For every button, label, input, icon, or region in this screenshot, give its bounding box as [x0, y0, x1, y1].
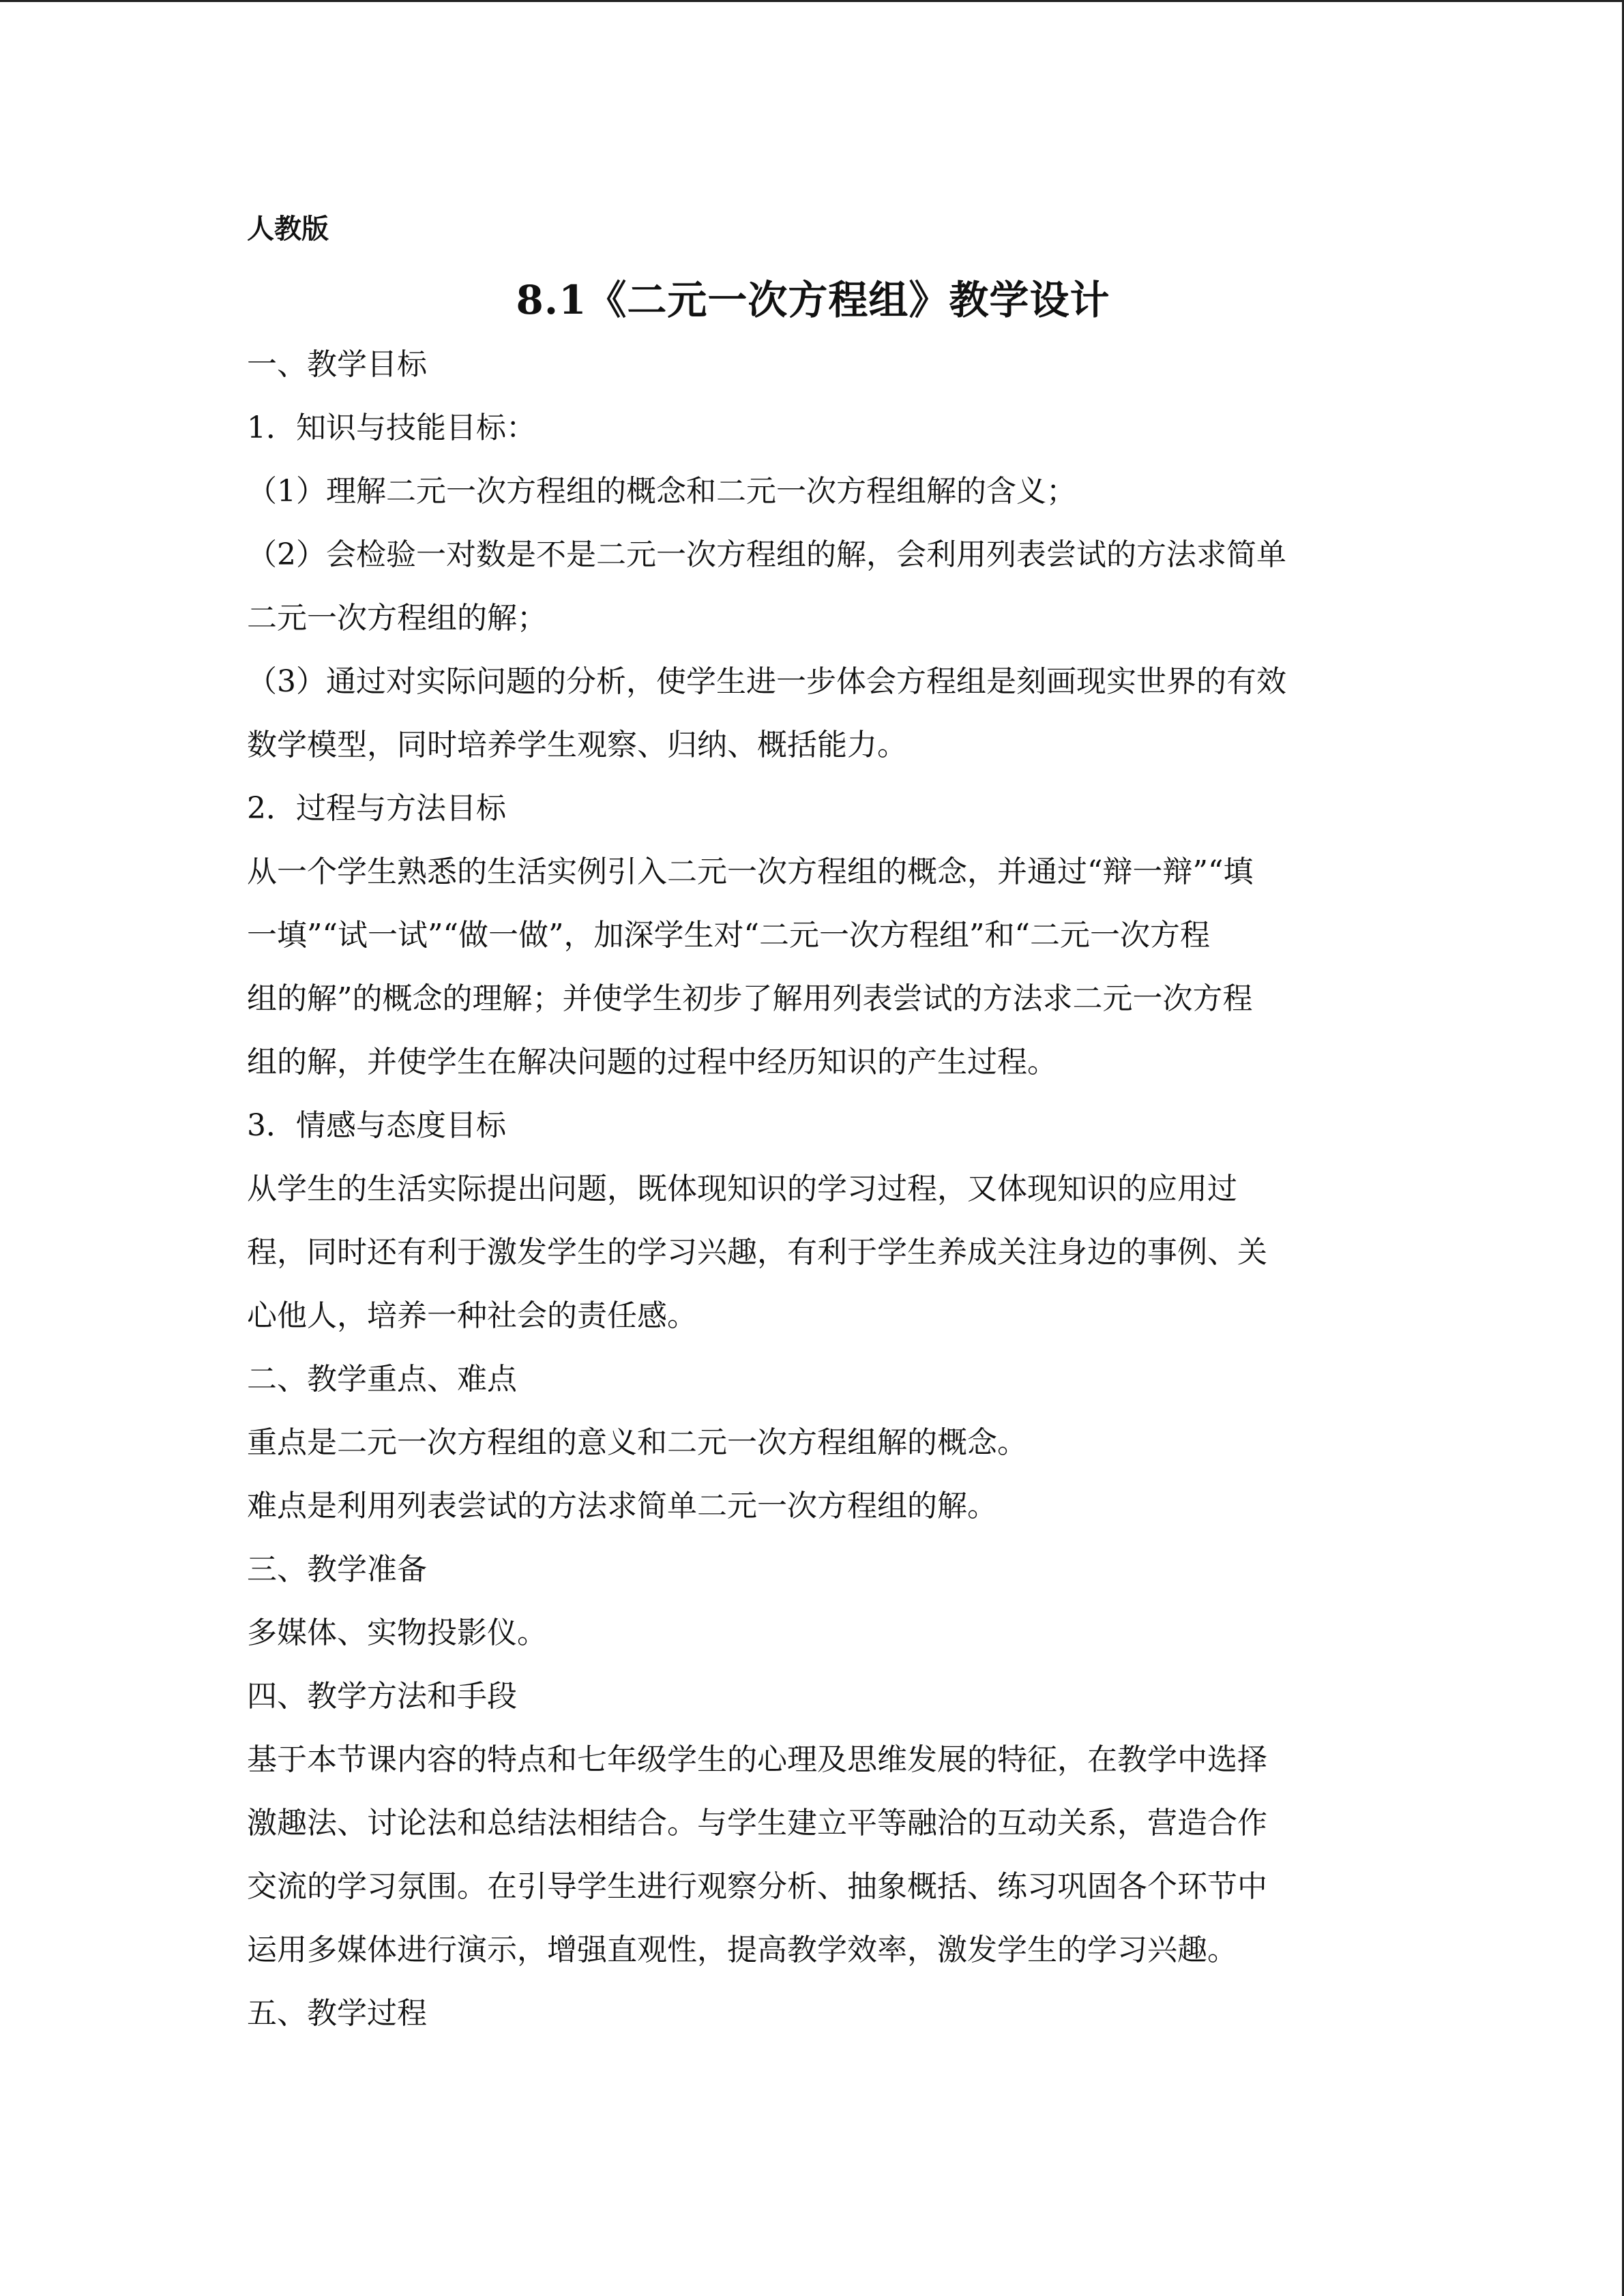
subheading-emotion-attitude: 3．情感与态度目标: [247, 1108, 506, 1143]
paragraph-line: 运用多媒体进行演示，增强直观性，提高教学效率，激发学生的学习兴趣。: [247, 1933, 1237, 1967]
paragraph-line: （1）理解二元一次方程组的概念和二元一次方程组解的含义；: [247, 474, 1076, 509]
subheading-knowledge-skills: 1．知识与技能目标：: [247, 411, 536, 445]
document-title: 8.1《二元一次方程组》教学设计: [516, 277, 1110, 323]
paragraph-line: 重点是二元一次方程组的意义和二元一次方程组解的概念。: [247, 1425, 1027, 1460]
paragraph-line: 数学模型，同时培养学生观察、归纳、概括能力。: [247, 728, 907, 762]
paragraph-line: 一填”“试一试”“做一做”，加深学生对“二元一次方程组”和“二元一次方程: [247, 918, 1210, 953]
paragraph-line: 程，同时还有利于激发学生的学习兴趣，有利于学生养成关注身边的事例、关: [247, 1235, 1267, 1270]
paragraph-line: 从学生的生活实际提出问题，既体现知识的学习过程，又体现知识的应用过: [247, 1172, 1237, 1206]
paragraph-line: （2）会检验一对数是不是二元一次方程组的解，会利用列表尝试的方法求简单: [247, 537, 1286, 572]
paragraph-line: 心他人，培养一种社会的责任感。: [247, 1298, 697, 1333]
paragraph-line: 从一个学生熟悉的生活实例引入二元一次方程组的概念，并通过“辩一辩”“填: [247, 854, 1254, 889]
paragraph-line: 多媒体、实物投影仪。: [247, 1615, 547, 1650]
page-top-border: [0, 0, 1624, 2]
paragraph-line: 难点是利用列表尝试的方法求简单二元一次方程组的解。: [247, 1489, 997, 1523]
section-heading-methods: 四、教学方法和手段: [247, 1679, 517, 1714]
paragraph-line: 二元一次方程组的解；: [247, 601, 547, 636]
paragraph-line: （3）通过对实际问题的分析，使学生进一步体会方程组是刻画现实世界的有效: [247, 664, 1286, 699]
paragraph-line: 组的解，并使学生在解决问题的过程中经历知识的产生过程。: [247, 1045, 1057, 1079]
paragraph-line: 组的解”的概念的理解；并使学生初步了解用列表尝试的方法求二元一次方程: [247, 981, 1253, 1016]
paragraph-line: 激趣法、讨论法和总结法相结合。与学生建立平等融洽的互动关系，营造合作: [247, 1806, 1267, 1840]
paragraph-line: 交流的学习氛围。在引导学生进行观察分析、抽象概括、练习巩固各个环节中: [247, 1869, 1267, 1904]
section-heading-key-points: 二、教学重点、难点: [247, 1362, 517, 1397]
publisher-label: 人教版: [247, 213, 329, 245]
section-heading-preparation: 三、教学准备: [247, 1552, 427, 1587]
subheading-process-methods: 2．过程与方法目标: [247, 791, 506, 826]
paragraph-line: 基于本节课内容的特点和七年级学生的心理及思维发展的特征，在教学中选择: [247, 1742, 1267, 1777]
document-page: [247, 205, 1379, 2045]
section-heading-objectives: 一、教学目标: [247, 347, 427, 382]
section-heading-process: 五、教学过程: [247, 1996, 427, 2031]
